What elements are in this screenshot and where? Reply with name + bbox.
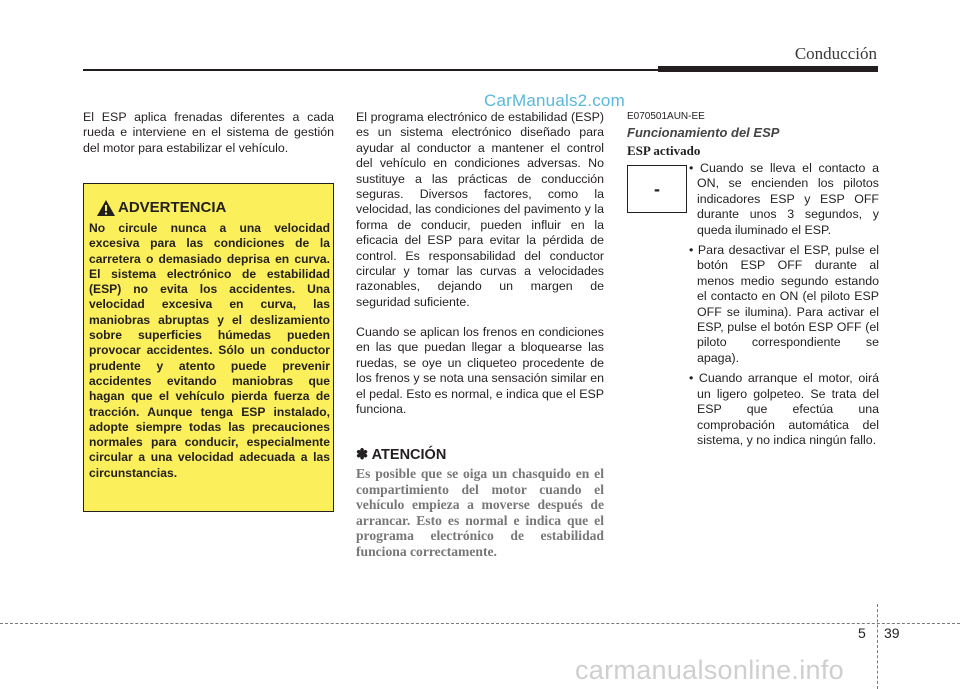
header-rule-thick <box>658 66 878 72</box>
list-item: • Cuando arranque el motor, oirá un ligero golpeteo. Se trata del ESP que efectúa una comprobación automática del sistema, y no indica ningún fallo. <box>689 371 879 447</box>
warning-title: ADVERTENCIA <box>118 199 227 216</box>
brake-noise-paragraph: Cuando se aplican los frenos en condiciones en las que puedan llegar a bloquearse las ruedas, se oye un cliqueteo procedente de los frenos y se nota una sensación similar en el pedal. Esto es normal, e indica que el ESP funciona. <box>356 325 604 417</box>
section-code: E070501AUN-EE <box>627 111 705 122</box>
list-item: • Para desactivar el ESP, pulse el botón ESP OFF durante al menos medio segundo estando el contacto en ON (el piloto ESP OFF se ilumina). Para activar el ESP, pulse el botón ESP OFF (el piloto correspondiente se apaga). <box>689 243 879 365</box>
warning-body: No circule nunca a una velocidad excesiva para las condiciones de la carretera o demasiado deprisa en curva. El sistema electrónico de estabilidad (ESP) no evita los accidentes. Una velocidad excesiva en curva, las maniobras abruptas y el deslizamiento sobre superficies húmedas pueden provocar accidentes. Sólo un conductor prudente y atento puede prevenir accidentes evitando maniobras que hagan que el vehículo pierda fuerza de tracción. Aunque tenga ESP instalado, adopte siempre todas las precauciones normales para conducir, especialmente circular a una velocidad adecuada a las circunstancias. <box>89 221 330 480</box>
esp-bullet-list <box>689 161 879 453</box>
list-item: • Cuando se lleva el contacto a ON, se encienden los pilotos indicadores ESP y ESP OFF durante unos 3 segundos, y queda iluminado el ESP. <box>689 161 879 237</box>
intro-paragraph: El ESP aplica frenadas diferentes a cada rueda e interviene en el sistema de gestión del motor para estabilizar el vehículo. <box>83 110 334 155</box>
page-number: 39 <box>884 625 900 641</box>
watermark-top[interactable]: CarManuals2.com <box>484 91 625 110</box>
esp-description-paragraph: El programa electrónico de estabilidad (ESP) es un sistema electrónico diseñado para ayudar al conductor a mantener el control del vehículo en condiciones adversas. No sustituye a las prácticas de conducción seguras. Diversos factores, como la velocidad, las condiciones del pavimento y la forma de conducir, pueden influir en la eficacia del ESP para evitar la pérdida de control. Es responsabilidad del conductor circular y tomar las curvas a velocidades razonables, dejando un margen de seguridad suficiente. <box>356 110 604 309</box>
footer-vertical-divider <box>877 604 878 689</box>
attention-title: ✽ ATENCIÓN <box>356 447 447 463</box>
function-title: Funcionamiento del ESP <box>627 125 780 140</box>
esp-indicator-icon: - <box>627 165 687 213</box>
attention-body: Es posible que se oiga un chasquido en el compartimiento del motor cuando el vehículo empieza a moverse después de arrancar. Esto es normal e indica que el programa electrónico de estabilidad funciona correctamente. <box>356 466 604 559</box>
watermark-bottom[interactable]: carmanualsonline.info <box>575 655 844 685</box>
footer-divider <box>0 623 960 624</box>
warning-triangle-icon <box>96 199 116 217</box>
header-rule <box>83 69 658 71</box>
warning-box <box>83 183 334 512</box>
esp-active-subheading: ESP activado <box>627 143 701 158</box>
chapter-number: 5 <box>858 625 866 641</box>
section-title: Conducción <box>794 44 877 63</box>
